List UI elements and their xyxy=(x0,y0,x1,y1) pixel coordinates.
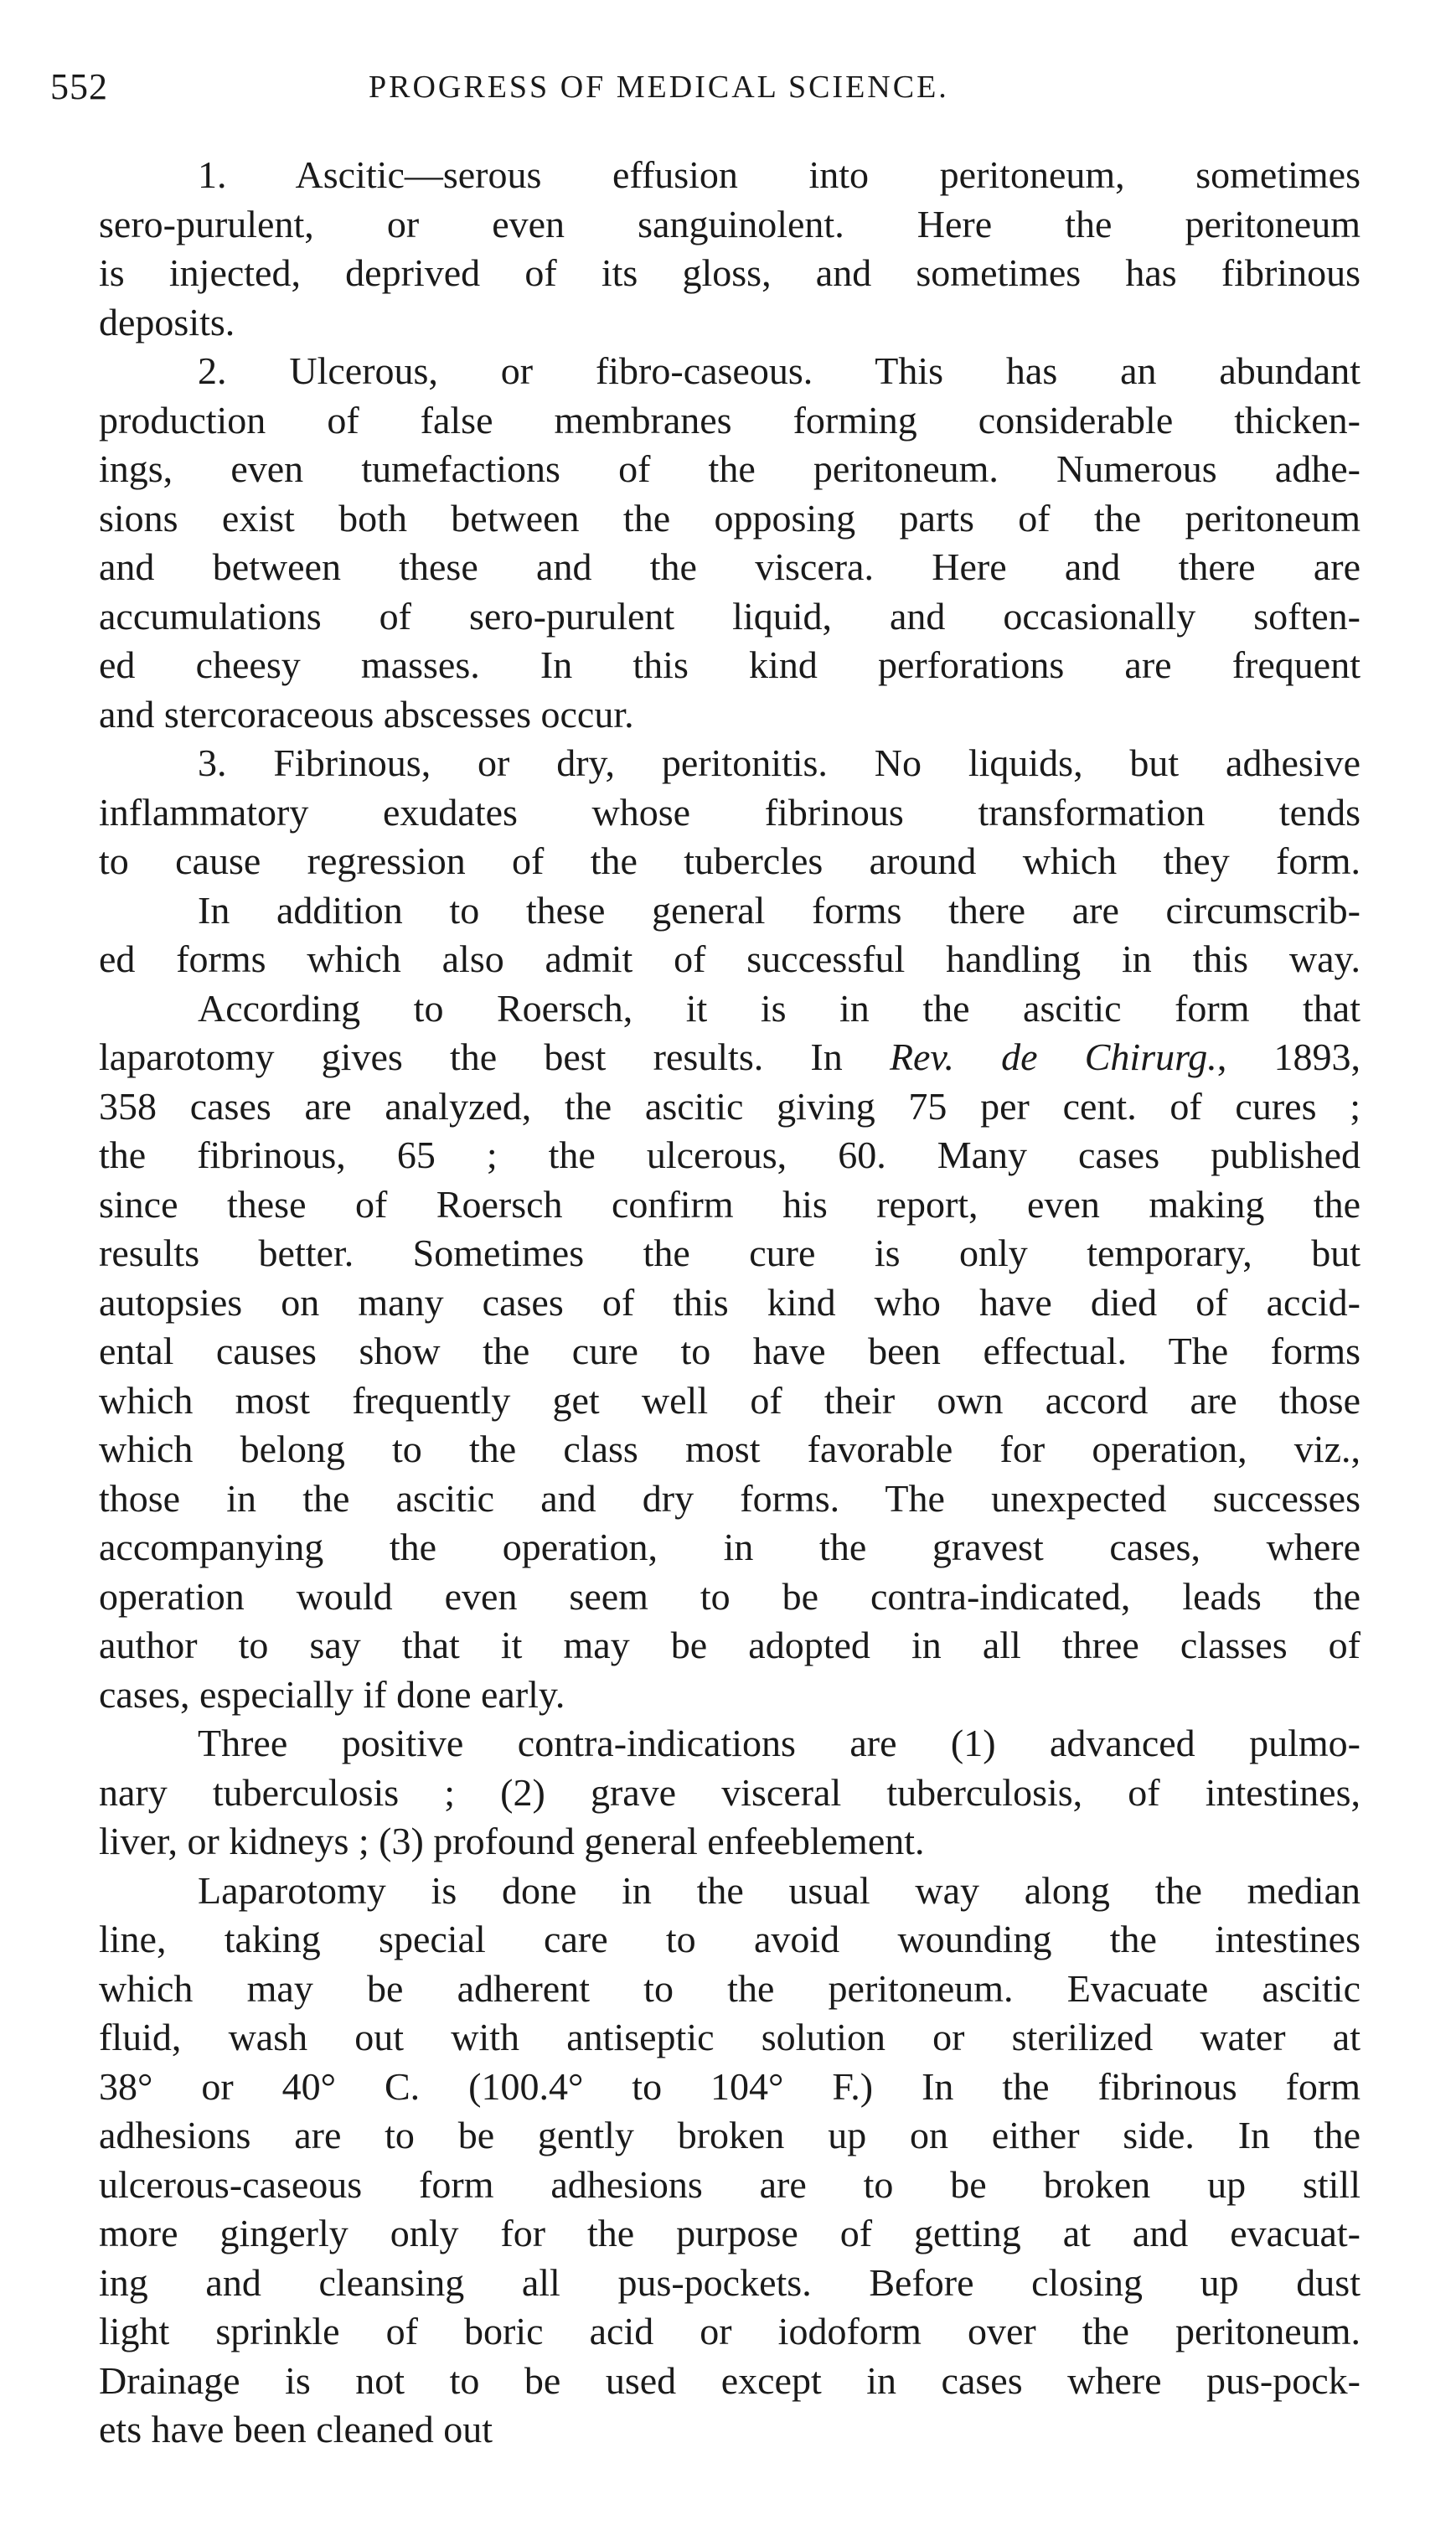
text-line: to cause regression of the tubercles around which they form. xyxy=(99,839,1360,882)
text-line: ental causes show the cure to have been effectual. The forms xyxy=(99,1330,1360,1372)
text-line: 3. Fibrinous, or dry, peritonitis. No liquids, but adhesive xyxy=(198,741,1360,784)
body-text xyxy=(99,151,1360,2455)
text-line: autopsies on many cases of this kind who have died of accid- xyxy=(99,1280,1360,1324)
text-line: and stercoraceous abscesses occur. xyxy=(99,692,634,736)
text-line: light sprinkle of boric acid or iodoform over the peritoneum. xyxy=(99,2310,1360,2352)
text-line: those in the ascitic and dry forms. The unexpected successes xyxy=(99,1476,1360,1520)
text-line: deposits. xyxy=(99,300,235,343)
text-line: In addition to these general forms there are circumscrib- xyxy=(198,888,1360,932)
journal-citation: Rev. de Chirurg. xyxy=(889,1035,1217,1078)
text-line: cases, especially if done early. xyxy=(99,1672,565,1716)
text-line: accompanying the operation, in the gravest cases, where xyxy=(99,1526,1360,1568)
text-line: since these of Roersch confirm his report, even making the xyxy=(99,1182,1360,1226)
text-line: 358 cases are analyzed, the ascitic giving 75 per cent. of cures ; xyxy=(99,1084,1360,1128)
text-line: 38° or 40° C. (100.4° to 104° F.) In the fibrinous form xyxy=(99,2064,1360,2108)
text-line: ed forms which also admit of successful handling in this way. xyxy=(99,937,1360,980)
text-line: ings, even tumefactions of the peritoneum. Numerous adhe- xyxy=(99,447,1360,490)
text-line: Three positive contra-indications are (1) advanced pulmo- xyxy=(198,1722,1360,1764)
text-line: ets have been cleaned out xyxy=(99,2408,493,2450)
text-line: sero-purulent, or even sanguinolent. Here the peritoneum xyxy=(99,202,1360,245)
text-line: According to Roersch, it is in the ascitic form that xyxy=(198,986,1360,1030)
text-line: liver, or kidneys ; (3) profound general enfeeblement. xyxy=(99,1820,925,1862)
text-line: fluid, wash out with antiseptic solution or sterilized water at xyxy=(99,2016,1360,2058)
text-line: which may be adherent to the peritoneum. Evacuate ascitic xyxy=(99,1966,1360,2010)
text-line: more gingerly only for the purpose of getting at and evacuat- xyxy=(99,2212,1360,2254)
page-number: 552 xyxy=(50,66,108,107)
text-line: 2. Ulcerous, or fibro-caseous. This has an abundant xyxy=(198,349,1360,392)
text-line: 1. Ascitic—serous effusion into peritoneum, sometimes xyxy=(198,153,1360,196)
text-line: Laparotomy is done in the usual way along the median xyxy=(198,1868,1360,1912)
text-line: laparotomy gives the best results. In Rev. de Chirurg., 1893, xyxy=(99,1035,1360,1078)
text-line: production of false membranes forming considerable thicken- xyxy=(99,398,1360,442)
text-line: is injected, deprived of its gloss, and sometimes has fibrinous xyxy=(99,251,1360,294)
text-line: which most frequently get well of their own accord are those xyxy=(99,1378,1360,1422)
text-line: ulcerous-caseous form adhesions are to be broken up still xyxy=(99,2162,1360,2206)
text-line: operation would even seem to be contra-indicated, leads the xyxy=(99,1574,1360,1618)
page-header xyxy=(50,65,1357,116)
running-head: PROGRESS OF MEDICAL SCIENCE. xyxy=(369,70,949,105)
text-line: line, taking special care to avoid wounding the intestines xyxy=(99,1918,1360,1960)
text-line: results better. Sometimes the cure is only temporary, but xyxy=(99,1232,1360,1274)
text-line: inflammatory exudates whose fibrinous transformation tends xyxy=(99,790,1360,834)
text-line: author to say that it may be adopted in all three classes of xyxy=(99,1624,1360,1666)
text-line: accumulations of sero-purulent liquid, and occasionally soften- xyxy=(99,594,1360,638)
text-line: the fibrinous, 65 ; the ulcerous, 60. Many cases published xyxy=(99,1134,1360,1176)
text-line: Drainage is not to be used except in cases where pus-pock- xyxy=(99,2358,1360,2402)
text-line: nary tuberculosis ; (2) grave visceral tuberculosis, of intestines, xyxy=(99,1770,1360,1814)
text-line: ing and cleansing all pus-pockets. Before closing up dust xyxy=(99,2260,1360,2304)
text-line: and between these and the viscera. Here and there are xyxy=(99,545,1360,588)
text-line: ed cheesy masses. In this kind perforations are frequent xyxy=(99,643,1360,686)
text-line: which belong to the class most favorable for operation, viz., xyxy=(99,1428,1360,1470)
text-line: adhesions are to be gently broken up on either side. In the xyxy=(99,2114,1360,2156)
text-line: sions exist both between the opposing parts of the peritoneum xyxy=(99,496,1360,540)
